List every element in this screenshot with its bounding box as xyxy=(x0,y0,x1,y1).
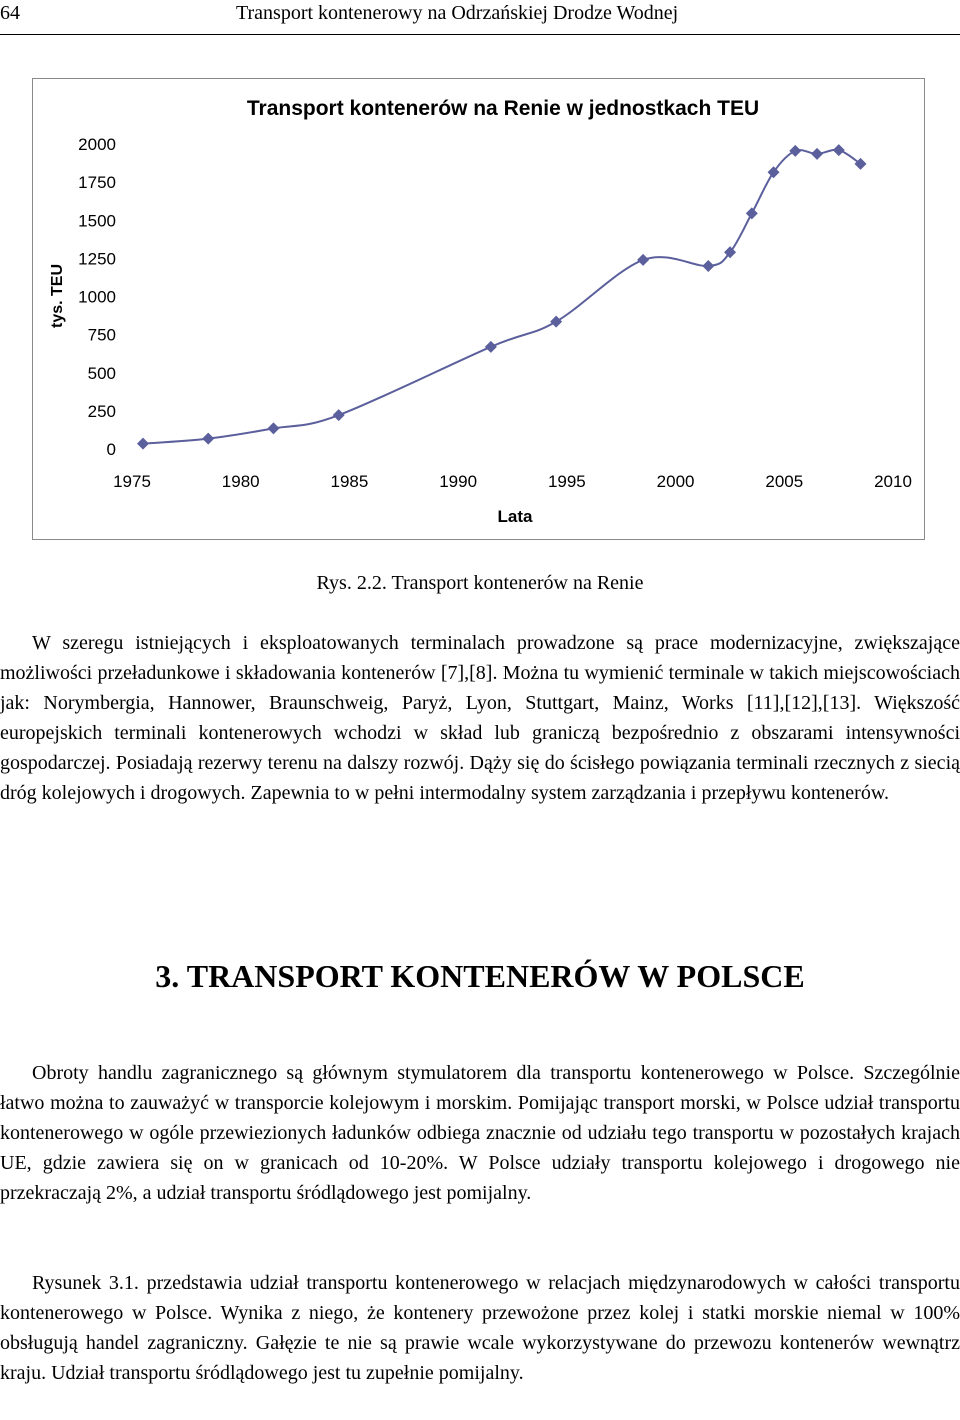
data-point-marker xyxy=(202,433,214,445)
data-point-marker xyxy=(637,254,649,266)
page-number: 64 xyxy=(0,2,20,24)
data-point-marker xyxy=(267,422,279,434)
chart-x-axis-label: Lata xyxy=(497,507,533,526)
x-tick-label: 1995 xyxy=(547,472,586,491)
data-point-marker xyxy=(702,260,714,272)
y-tick-label: 750 xyxy=(87,325,116,345)
chart-y-axis-label: tys. TEU xyxy=(49,263,66,329)
data-point-marker xyxy=(789,145,801,157)
figure-caption: Rys. 2.2. Transport kontenerów na Renie xyxy=(316,572,644,594)
data-point-marker xyxy=(811,148,823,160)
data-point-marker xyxy=(485,341,497,353)
y-tick-label: 1500 xyxy=(78,211,116,231)
x-tick-label: 1980 xyxy=(221,472,260,491)
y-tick-label: 1250 xyxy=(78,249,116,269)
x-tick-label: 1985 xyxy=(330,472,369,491)
y-tick-label: 0 xyxy=(106,440,116,459)
body-paragraph-1: W szeregu istniejących i eksploatowanych terminalach prowadzone są prace modernizacyjne, zwiększające możliwości przeładunkowe i składowania kontenerów [7],[8]. Można tu wymienić terminale w takich miejscowościach jak: Norymbergia, Hannower, Braunschweig, Paryż, Lyon, Stuttgart, Mainz, Works [11],[12],[13]. Większość europejskich terminali kontenerowych wchodzi w skład lub graniczą bezpośrednio z obszarami intensywności gospodarczej. Posiadają rezerwy terenu na dalszy rozwój. Dąży się do ścisłego powiązania terminali rzecznych z siecią dróg kolejowych i drogowych. Zapewnia to w pełni intermodalny system zarządzania i przepływu kontenerów. xyxy=(0,632,960,804)
data-point-marker xyxy=(333,409,345,421)
data-point-marker xyxy=(833,144,845,156)
running-title: Transport kontenerowy na Odrzańskiej Drodze Wodnej xyxy=(236,2,679,24)
y-tick-label: 1750 xyxy=(78,173,116,193)
data-point-marker xyxy=(137,438,149,450)
y-tick-label: 1000 xyxy=(78,287,116,307)
chart-title: Transport kontenerów na Renie w jednostkach TEU xyxy=(246,97,760,120)
x-tick-label: 2010 xyxy=(874,472,912,491)
body-paragraph-3: Rysunek 3.1. przedstawia udział transportu kontenerowego w relacjach międzynarodowych w całości transportu kontenerowego w Polsce. Wynika z niego, że kontenery przewożone przez kolej i statki morskie niemal w 100% obsługują handel zagraniczny. Gałęzie te nie są prawie wcale wykorzystywane do przewozu kontenerów wewnątrz kraju. Udział transportu śródlądowego jest tu zupełnie pomijalny. xyxy=(0,1272,960,1384)
data-point-marker xyxy=(550,316,562,328)
body-paragraph-2: Obroty handlu zagranicznego są głównym stymulatorem dla transportu kontenerowego w Polsce. Szczególnie łatwo można to zauważyć w transporcie kolejowym i morskim. Pomijając transport morski, w Polsce udział transportu kontenerowego w ogóle przewiezionych ładunków odbiega znacznie od udziału tego transportu w pozostałych krajach UE, gdzie zawiera się on w granicach od 10-20%. W Polsce udziały transportu kolejowego i drogowego nie przekraczają 2%, a udział transportu śródlądowego jest pomijalny. xyxy=(0,1062,960,1204)
rhine-container-chart xyxy=(0,0,960,560)
x-tick-label: 2005 xyxy=(765,472,804,491)
data-point-marker xyxy=(746,207,758,219)
x-tick-label: 1990 xyxy=(439,472,478,491)
x-tick-label: 2000 xyxy=(656,472,695,491)
y-tick-label: 250 xyxy=(87,401,116,421)
series-line xyxy=(143,150,861,444)
y-tick-label: 2000 xyxy=(78,135,116,154)
x-tick-label: 1975 xyxy=(113,472,151,491)
y-tick-label: 500 xyxy=(87,363,116,383)
section-heading: 3. TRANSPORT KONTENERÓW W POLSCE xyxy=(155,958,805,994)
